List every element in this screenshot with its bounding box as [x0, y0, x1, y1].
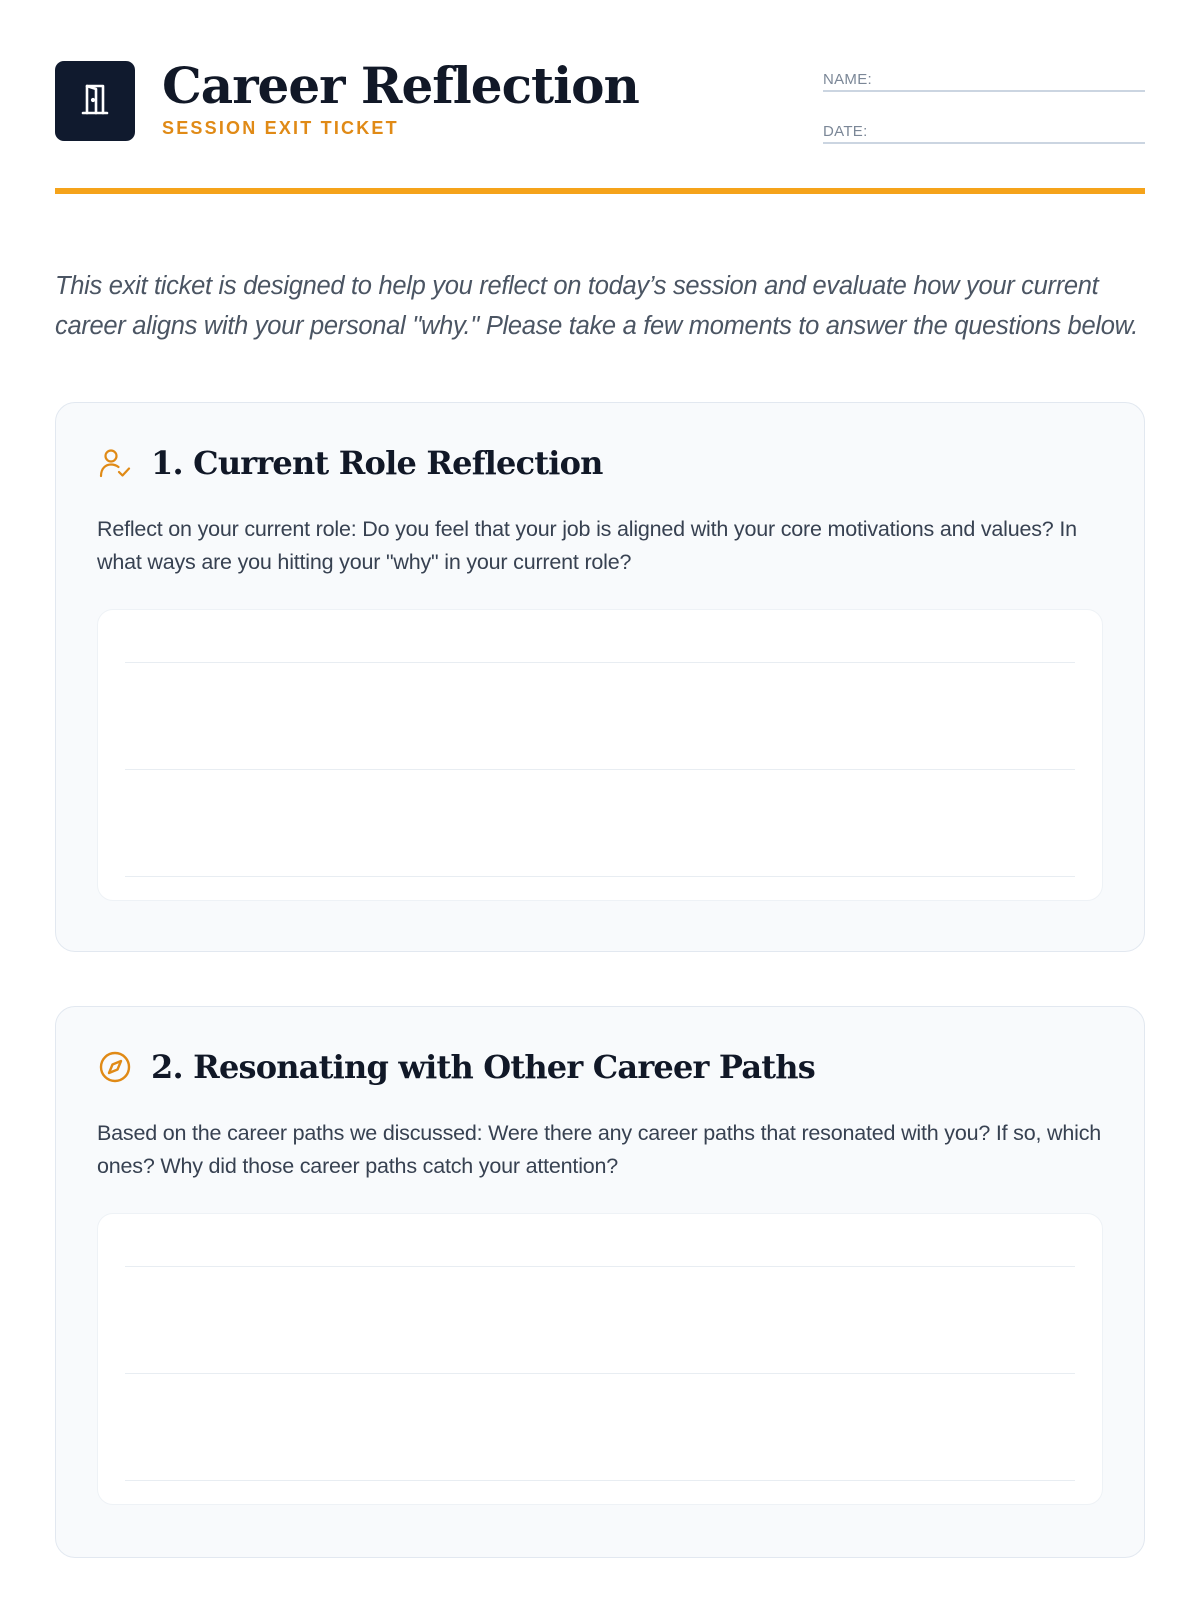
section-header [97, 443, 1103, 483]
user-check-icon [97, 445, 133, 481]
writing-line [125, 1266, 1075, 1267]
header-divider [55, 188, 1145, 194]
date-label: DATE: [823, 123, 868, 140]
answer-area-other-paths[interactable] [97, 1213, 1103, 1505]
page-title: Career Reflection [162, 56, 639, 115]
name-field[interactable] [823, 66, 1145, 92]
section-title: 2. Resonating with Other Career Paths [151, 1048, 815, 1086]
section-header [97, 1047, 1103, 1087]
door-icon [75, 79, 115, 124]
writing-line [125, 1373, 1075, 1374]
intro-text: This exit ticket is designed to help you reflect on today’s session and evaluate how your current career aligns with your personal "why." Please take a few moments to answer the questions below. [55, 272, 1139, 340]
section-prompt: Reflect on your current role: Do you feel that your job is aligned with your core motivations and values? In what ways are you hitting your "why" in your current role? [97, 517, 1077, 574]
date-field[interactable] [823, 118, 1145, 144]
writing-line [125, 769, 1075, 770]
answer-area-current-role[interactable] [97, 609, 1103, 901]
header [55, 0, 1145, 190]
compass-icon [97, 1049, 133, 1085]
writing-line [125, 662, 1075, 663]
writing-line [125, 1480, 1075, 1481]
section-card-other-paths [55, 1006, 1145, 1558]
section-card-current-role [55, 402, 1145, 952]
student-fields [823, 66, 1145, 170]
page-subtitle: SESSION EXIT TICKET [162, 118, 399, 138]
section-prompt: Based on the career paths we discussed: Were there any career paths that resonated with you? If so, which ones? Why did those career paths catch your attention? [97, 1121, 1102, 1178]
title-block [162, 56, 639, 139]
logo-badge [55, 61, 135, 141]
name-label: NAME: [823, 71, 873, 88]
writing-line [125, 876, 1075, 877]
section-title: 1. Current Role Reflection [151, 444, 603, 482]
